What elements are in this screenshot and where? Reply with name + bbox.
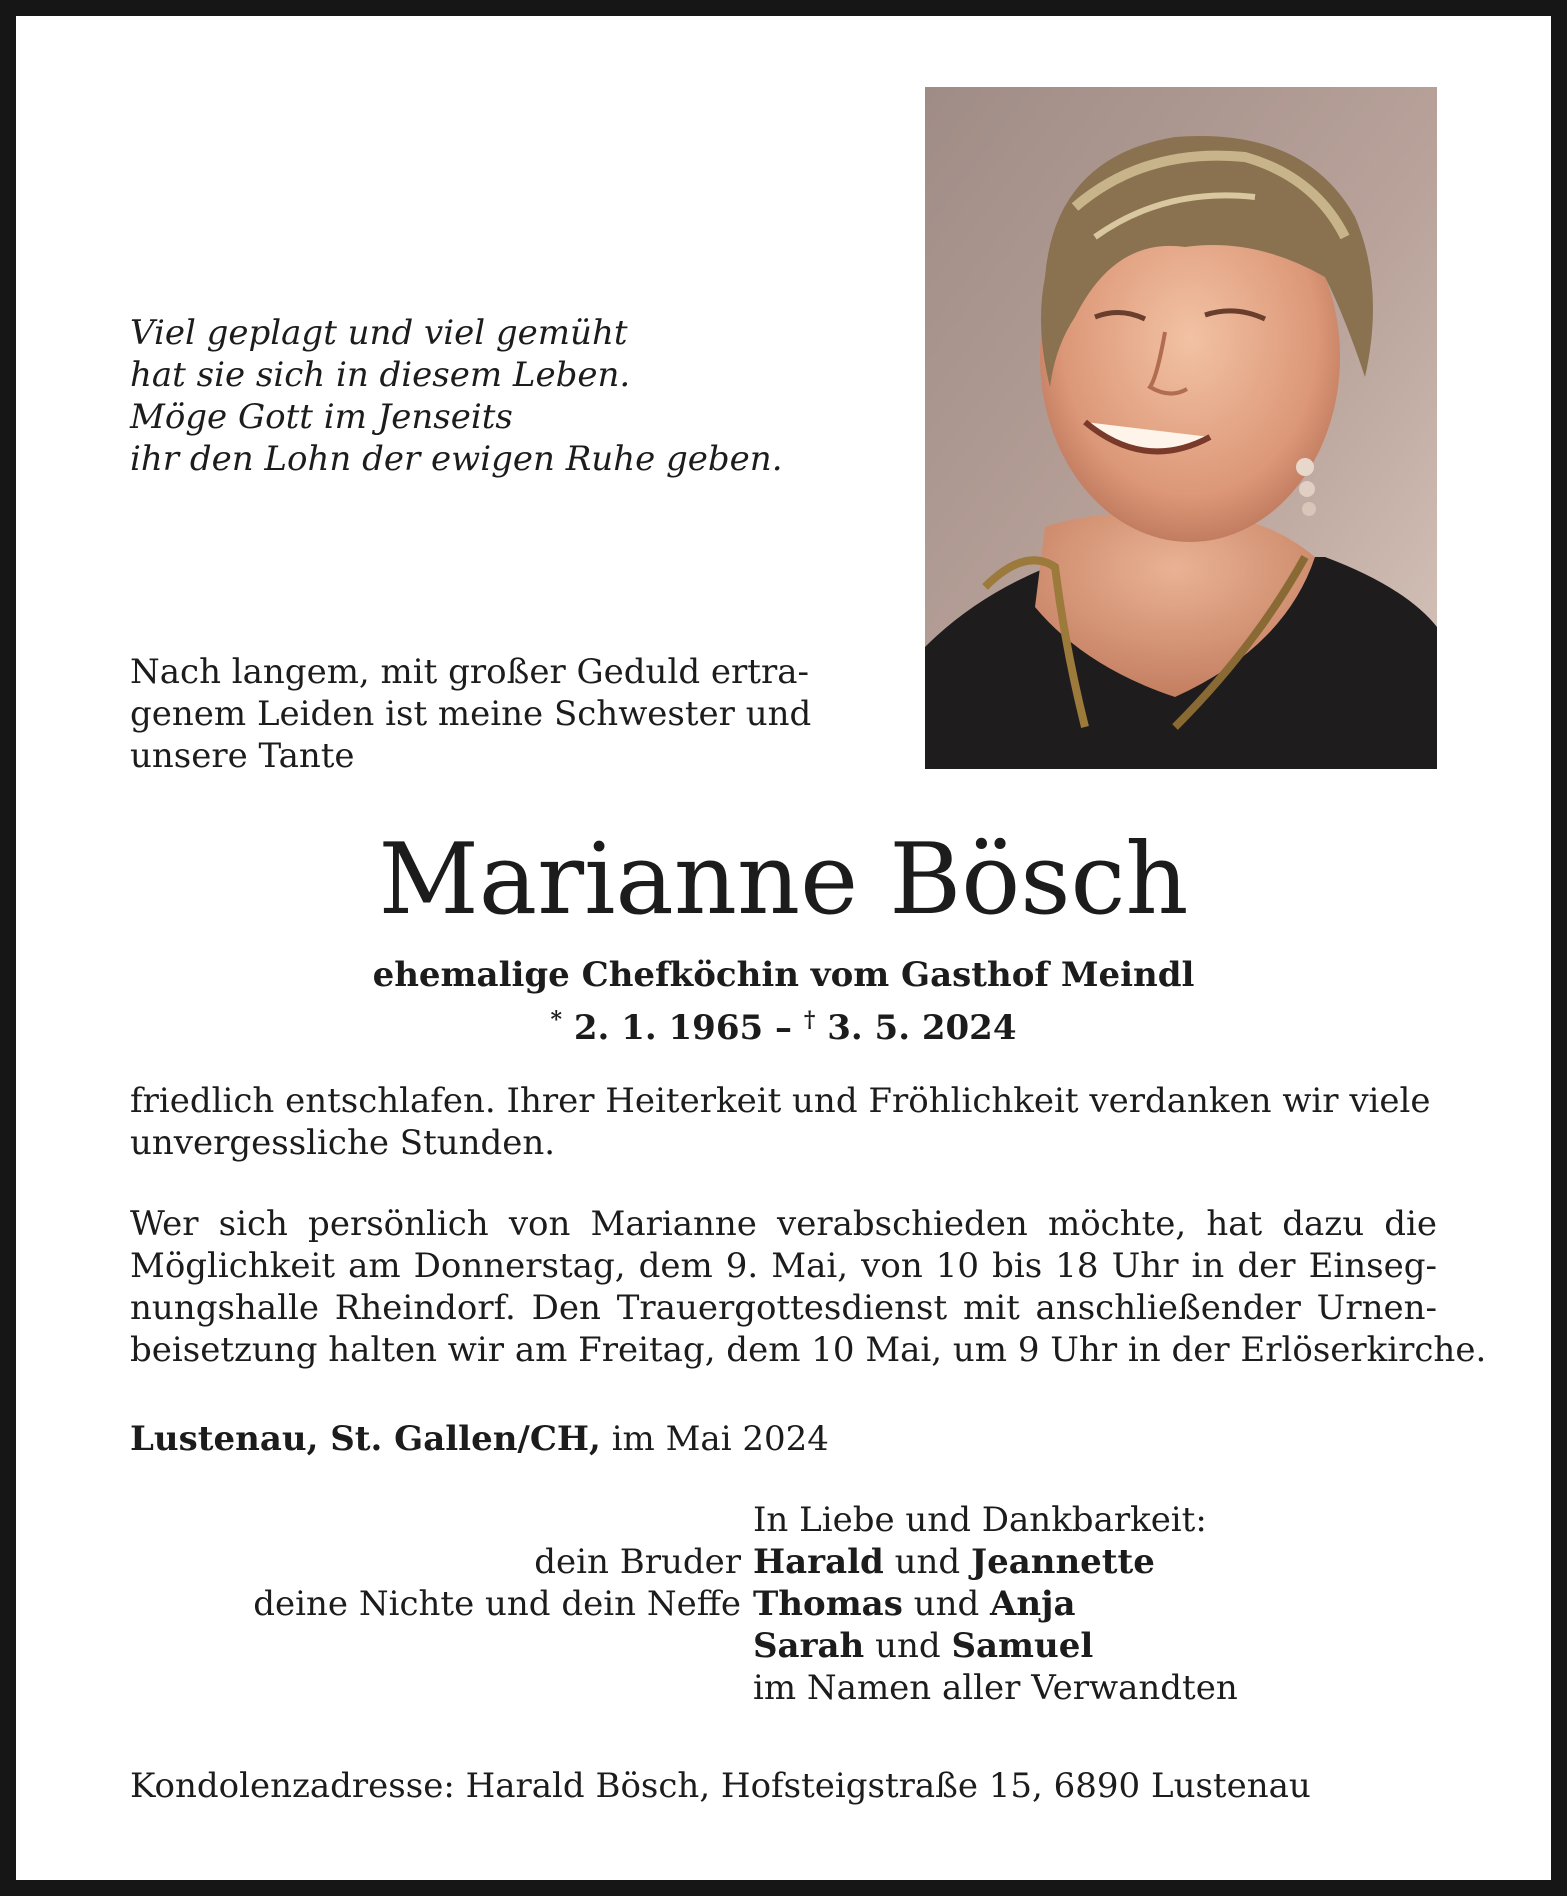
paragraph-memories [130, 1080, 1437, 1164]
paragraph-line: Möglichkeit am Donnerstag, dem 9. Mai, von 10 bis 18 Uhr in der Einseg- [130, 1246, 1437, 1286]
poem-line: hat sie sich in diesem Leben. [130, 355, 631, 395]
paragraph-service-details [130, 1203, 1487, 1371]
closing-row [0, 1667, 1567, 1709]
relation-label: deine Nichte und dein Neffe [253, 1584, 741, 1624]
portrait-photo [925, 87, 1437, 769]
signoff-line: In Liebe und Dankbarkeit: [753, 1500, 1207, 1540]
paragraph-line: unvergessliche Stunden. [130, 1123, 556, 1163]
deceased-name: Marianne Bösch [378, 823, 1189, 937]
birth-symbol: * [550, 1007, 563, 1033]
closing-line: im Namen aller Verwandten [753, 1668, 1238, 1708]
signer-name: Thomas [753, 1584, 903, 1624]
date-separator: – [775, 1008, 792, 1048]
deceased-role: ehemalige Chefköchin vom Gasthof Meindl [372, 955, 1195, 995]
intro-line: unsere Tante [130, 736, 355, 776]
signature-row [0, 1541, 1567, 1583]
paragraph-line: Wer sich persönlich von Marianne verabschieden möchte, hat dazu die [130, 1204, 1437, 1244]
poem-line: Möge Gott im Jenseits [130, 397, 513, 437]
signer-name: Jeannette [970, 1542, 1155, 1582]
conjunction: und [894, 1542, 961, 1582]
relation-label: dein Bruder [534, 1542, 741, 1582]
life-dates [0, 996, 1567, 1052]
condolence-address: Kondolenzadresse: Harald Bösch, Hofsteigstraße 15, 6890 Lustenau [130, 1766, 1311, 1806]
birth-date: 2. 1. 1965 [573, 1008, 764, 1048]
signature-row [0, 1583, 1567, 1625]
poem-line: ihr den Lohn der ewigen Ruhe geben. [130, 439, 783, 479]
intro-line: Nach langem, mit großer Geduld ertra- [130, 652, 809, 692]
paragraph-line: beisetzung halten wir am Freitag, dem 10 Mai, um 9 Uhr in der Erlöserkirche. [130, 1330, 1487, 1370]
signer-name: Anja [990, 1584, 1076, 1624]
intro-text [130, 651, 830, 777]
conjunction: und [913, 1584, 980, 1624]
poem-verse [130, 312, 830, 480]
notice-date: im Mai 2024 [611, 1419, 829, 1459]
paragraph-line: nungshalle Rheindorf. Den Trauergottesdienst mit anschließender Urnen- [130, 1288, 1437, 1328]
poem-line: Viel geplagt und viel gemüht [130, 313, 628, 353]
place-and-date [130, 1418, 1130, 1460]
signer-name: Sarah [753, 1626, 865, 1666]
conjunction: und [875, 1626, 941, 1666]
signature-names [753, 1625, 1093, 1667]
death-symbol: † [803, 1007, 816, 1033]
signer-name: Samuel [951, 1626, 1094, 1666]
signature-names [753, 1583, 1075, 1625]
signer-name: Harald [753, 1542, 884, 1582]
paragraph-line: friedlich entschlafen. Ihrer Heiterkeit und Fröhlichkeit verdanken wir viele [130, 1081, 1431, 1121]
signature-names [753, 1541, 1155, 1583]
death-date: 3. 5. 2024 [827, 1008, 1017, 1048]
signature-row [0, 1625, 1567, 1667]
intro-line: genem Leiden ist meine Schwester und [130, 694, 812, 734]
places: Lustenau, St. Gallen/CH, [130, 1419, 601, 1459]
